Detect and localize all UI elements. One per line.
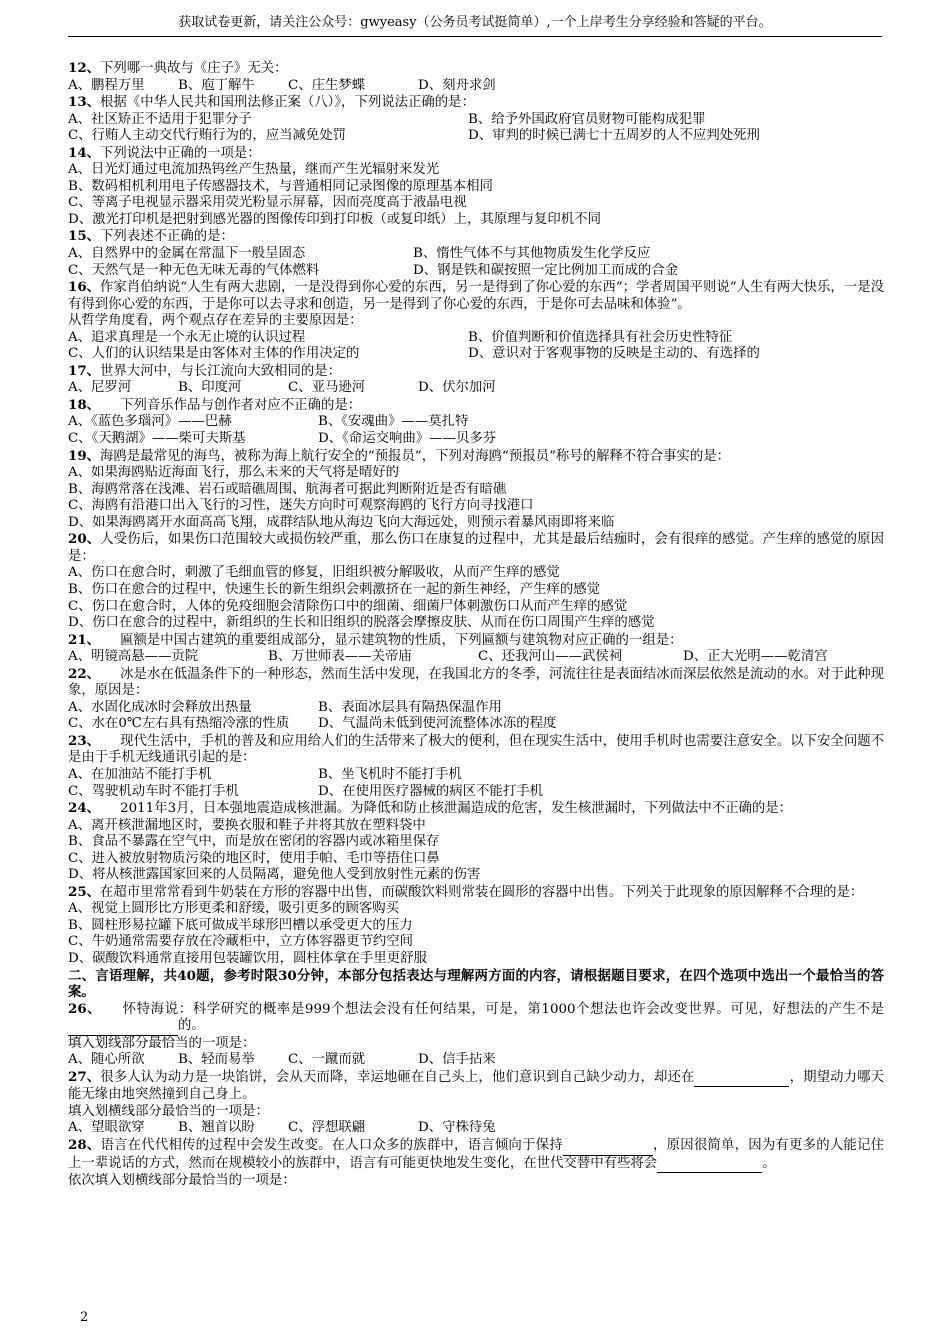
option-b: B、食品不暴露在空气中，而是放在密闭的容器内或冰箱里保存 [68, 834, 440, 850]
option-c: C、驾驶机动车时不能打手机 [68, 783, 239, 799]
question-28-prompt: 依次填入划横线部分最恰当的一项是： [68, 1173, 296, 1189]
question-19-stem: 19、海鸥是最常见的海鸟，被称为海上航行安全的“预报员”，下列对海鸥“预报员”称号的解释不符合事实的是： [68, 447, 730, 464]
option-c: C、亚马逊河 [288, 380, 366, 396]
question-17-stem: 17、世界大河中，与长江流向大致相同的是： [68, 362, 342, 379]
option-d: D、审判的时候已满七十五周岁的人不应判处死刑 [468, 128, 760, 144]
option-d: D、在使用医疗器械的病区不能打手机 [318, 783, 543, 799]
question-25-stem: 25、在超市里常常看到牛奶装在方形的容器中出售，而碳酸饮料则常装在圆形的容器中出售。下列关于此现象的原因解释不合理的是： [68, 883, 864, 900]
question-12-stem: 12、下列哪一典故与《庄子》无关： [68, 60, 288, 76]
option-d: D、伤口在愈合的过程中，新组织的生长和旧组织的脱落会摩擦皮肤、从而在伤口周围产生痒的感觉 [68, 615, 655, 631]
option-b: B、海鸥常落在浅滩、岩石或暗礁周围、航海者可据此判断附近是否有暗礁 [68, 481, 507, 497]
option-b: B、印度河 [178, 380, 242, 396]
option-c: C、海鸥有沿港口出入飞行的习性，迷失方向时可观察海鸥的飞行方向寻找港口 [68, 498, 534, 514]
option-d: D、气温尚未低到使河流整体冰冻的程度 [318, 716, 557, 732]
answer-blank-2 [657, 1156, 762, 1174]
option-a: A、《蓝色多瑙河》——巴赫 [68, 414, 232, 430]
question-18-options [68, 414, 884, 447]
exam-content [68, 60, 884, 1190]
option-d: D、意识对于客观事物的反映是主动的、有选择的 [468, 346, 760, 362]
option-b: B、坐飞机时不能打手机 [318, 766, 462, 782]
option-b: B、万世师表——关帝庙 [268, 649, 412, 665]
option-c: C、进入被放射物质污染的地区时，使用手帕、毛巾等捂住口鼻 [68, 850, 440, 866]
section-heading: 二、言语理解，共40题，参考时限30分钟，本部分包括表达与理解两方面的内容，请根据题目要求，在四个选项中选出一个最恰当的答案。 [68, 967, 884, 1001]
question-28-stem: 28、语言在代代相传的过程中会发生改变。在人口众多的族群中，语言倾向于保持 ，原因很简单，因为有更多的人能记住上一辈说话的方式，然而在规模较小的族群中，语言有可能更快地发生变化，在世代交替中有些将会 。 [68, 1137, 884, 1173]
option-c: C、等离子电视显示器采用荧光粉显示屏幕，因而亮度高于液晶电视 [68, 195, 467, 211]
option-a: A、随心所欲 [68, 1052, 145, 1068]
option-c: C、牛奶通常需要存放在冷藏柜中，立方体容器更节约空间 [68, 934, 414, 950]
answer-blank [68, 1018, 178, 1036]
question-20-stem: 20、人受伤后，如果伤口范围较大或损伤较严重，那么伤口在康复的过程中，尤其是最后结痂时，会有很痒的感觉。产生痒的感觉的原因是： [68, 531, 884, 564]
question-18-stem: 18、 下列音乐作品与创作者对应不正确的是： [68, 396, 362, 413]
question-23-options [68, 767, 884, 800]
option-d: D、《命运交响曲》——贝多芬 [318, 431, 497, 447]
question-22-options [68, 700, 884, 733]
option-a: A、离开核泄漏地区时，要换衣服和鞋子并将其放在塑料袋中 [68, 817, 426, 833]
question-13-options [68, 112, 884, 145]
option-a: A、视觉上圆形比方形更柔和舒缓，吸引更多的顾客购买 [68, 901, 400, 917]
option-c: C、浮想联翩 [288, 1120, 366, 1136]
page-number: 2 [80, 1310, 89, 1325]
option-d: D、正大光明——乾清宫 [683, 649, 828, 665]
question-21-stem: 21、 匾额是中国古建筑的重要组成部分，显示建筑物的性质，下列匾额与建筑物对应正确的一组是： [68, 631, 683, 648]
option-b: B、价值判断和价值选择具有社会历史性特征 [468, 329, 733, 345]
option-d: D、如果海鸥离开水面高高飞翔，成群结队地从海边飞向大海远处，则预示着暴风雨即将来临 [68, 514, 615, 530]
question-13-stem: 13、根据《中华人民共和国刑法修正案（八）》，下列说法正确的是： [68, 94, 475, 111]
option-d: D、伏尔加河 [418, 380, 496, 396]
question-17-options [68, 380, 588, 397]
option-a: A、追求真理是一个永无止境的认识过程 [68, 329, 306, 345]
option-d: D、激光打印机是把射到感光器的图像传印到打印板（或复印纸）上，其原理与复印机不同 [68, 211, 601, 227]
question-16-options [68, 330, 884, 363]
question-27-prompt: 填入划横线部分最恰当的一项是： [68, 1103, 269, 1119]
option-a: A、望眼欲穿 [68, 1120, 145, 1136]
option-a: A、鹏程万里 [68, 77, 145, 93]
option-b: B、翘首以盼 [178, 1120, 255, 1136]
option-c: C、伤口在愈合时，人体的免疫细胞会清除伤口中的细菌、细菌尸体刺激伤口从而产生痒的感觉 [68, 598, 628, 614]
question-14-stem: 14、下列说法中正确的一项是： [68, 144, 261, 161]
question-21-options [68, 649, 884, 666]
option-b: B、数码相机利用电子传感器技术，与普通相同记录图像的原理基本相同 [68, 178, 493, 194]
option-b: B、圆柱形易拉罐下底可做成半球形凹槽以承受更大的压力 [68, 917, 413, 933]
option-a: A、明镜高悬——贡院 [68, 649, 199, 665]
question-16-stem: 16、作家肖伯纳说“人生有两大悲剧，一是没得到你心爱的东西，另一是得到了你心爱的东西”；学者周国平则说“人生有两大快乐，一是没有得到你心爱的东西，于是你可以去寻求和创造，另一是得到了你心爱的东西，于是你可去品味和体验”。 [68, 279, 884, 312]
option-a: A、在加油站不能打手机 [68, 766, 212, 782]
option-d: D、刻舟求剑 [418, 77, 496, 93]
option-d: D、将从核泄露国家回来的人员隔离，避免他人受到放射性元素的伤害 [68, 867, 481, 883]
option-b: B、表面冰层具有隔热保温作用 [318, 699, 502, 715]
option-d: D、碳酸饮料通常直接用包装罐饮用，圆柱体拿在手里更舒服 [68, 950, 427, 966]
answer-blank [694, 1070, 789, 1088]
option-a: A、自然界中的金属在常温下一般呈固态 [68, 246, 306, 262]
option-b: B、惰性气体不与其他物质发生化学反应 [413, 246, 651, 262]
option-c: C、天然气是一种无色无味无毒的气体燃料 [68, 262, 320, 278]
option-a: A、伤口在愈合时，刺激了毛细血管的修复，旧组织被分解吸收，从而产生痒的感觉 [68, 565, 560, 581]
question-22-stem: 22、 冰是水在低温条件下的一种形态，然而生活中发现，在我国北方的冬季，河流往往是表面结冰而深层依然是流动的水。对于此种现象，原因是： [68, 665, 885, 699]
option-c: C、人们的认识结果是由客体对主体的作用决定的 [68, 346, 360, 362]
option-b: B、给予外国政府官员财物可能构成犯罪 [468, 111, 706, 127]
option-a: A、尼罗河 [68, 380, 132, 396]
question-27-options [68, 1120, 588, 1137]
question-23-stem: 23、 现代生活中，手机的普及和应用给人们的生活带来了极大的便利，但在现实生活中，使用手机时也需要注意安全。以下安全问题不是由于手机无线通讯引起的是： [68, 732, 885, 766]
question-26-prompt: 填入划线部分最恰当的一项是： [68, 1035, 256, 1051]
question-12-options [68, 78, 588, 95]
option-b: B、《安魂曲》——莫扎特 [318, 414, 469, 430]
question-16-prompt: 从哲学角度看，两个观点存在差异的主要原因是： [68, 313, 363, 329]
option-c: C、《天鹅湖》——柴可夫斯基 [68, 431, 246, 447]
option-d: D、守株待兔 [418, 1120, 496, 1136]
question-15-stem: 15、下列表述不正确的是： [68, 228, 234, 245]
option-a: A、社区矫正不适用于犯罪分子 [68, 111, 252, 127]
option-d: D、信手拈来 [418, 1052, 496, 1068]
option-c: C、水在0℃左右具有热缩冷涨的性质 [68, 716, 290, 732]
option-c: C、还我河山——武侯祠 [478, 649, 623, 665]
option-a: A、日光灯通过电流加热钨丝产生热量，继而产生光辐射来发光 [68, 162, 440, 178]
option-c: C、行贿人主动交代行贿行为的，应当减免处罚 [68, 128, 347, 144]
question-26-options [68, 1052, 588, 1069]
option-a: A、水固化成冰时会释放出热量 [68, 699, 252, 715]
option-a: A、如果海鸥贴近海面飞行，那么未来的天气将是晴好的 [68, 465, 400, 481]
option-c: C、一蹴而就 [288, 1052, 366, 1068]
option-d: D、钢是铁和碳按照一定比例加工而成的合金 [413, 262, 679, 278]
option-c: C、庄生梦蝶 [288, 77, 366, 93]
option-b: B、庖丁解牛 [178, 77, 255, 93]
option-b: B、轻而易举 [178, 1052, 255, 1068]
option-b: B、伤口在愈合的过程中，快速生长的新生组织会刺激挤在一起的新生神经，产生痒的感觉 [68, 581, 601, 597]
question-15-options [68, 246, 884, 279]
question-24-stem: 24、 2011年3月，日本强地震造成核泄漏。为降低和防止核泄漏造成的危害，发生核泄漏时，下列做法中不正确的是： [68, 800, 793, 817]
question-26-stem: 26、 怀特海说：科学研究的概率是999个想法会没有任何结果，可是，第1000个想法也许会改变世界。可见，好想法的产生不是的。 [68, 1001, 884, 1036]
page-header: 获取试卷更新，请关注公众号：gwyeasy（公务员考试挺简单）,一个上岸考生分享经验和答疑的平台。 [68, 14, 882, 37]
question-27-stem: 27、很多人认为动力是一块馅饼，会从天而降，幸运地砸在自己头上，他们意识到自己缺少动力，却还在 ，期望动力哪天能无缘由地突然撞到自己身上。 [68, 1068, 885, 1103]
answer-blank-1 [563, 1138, 653, 1156]
